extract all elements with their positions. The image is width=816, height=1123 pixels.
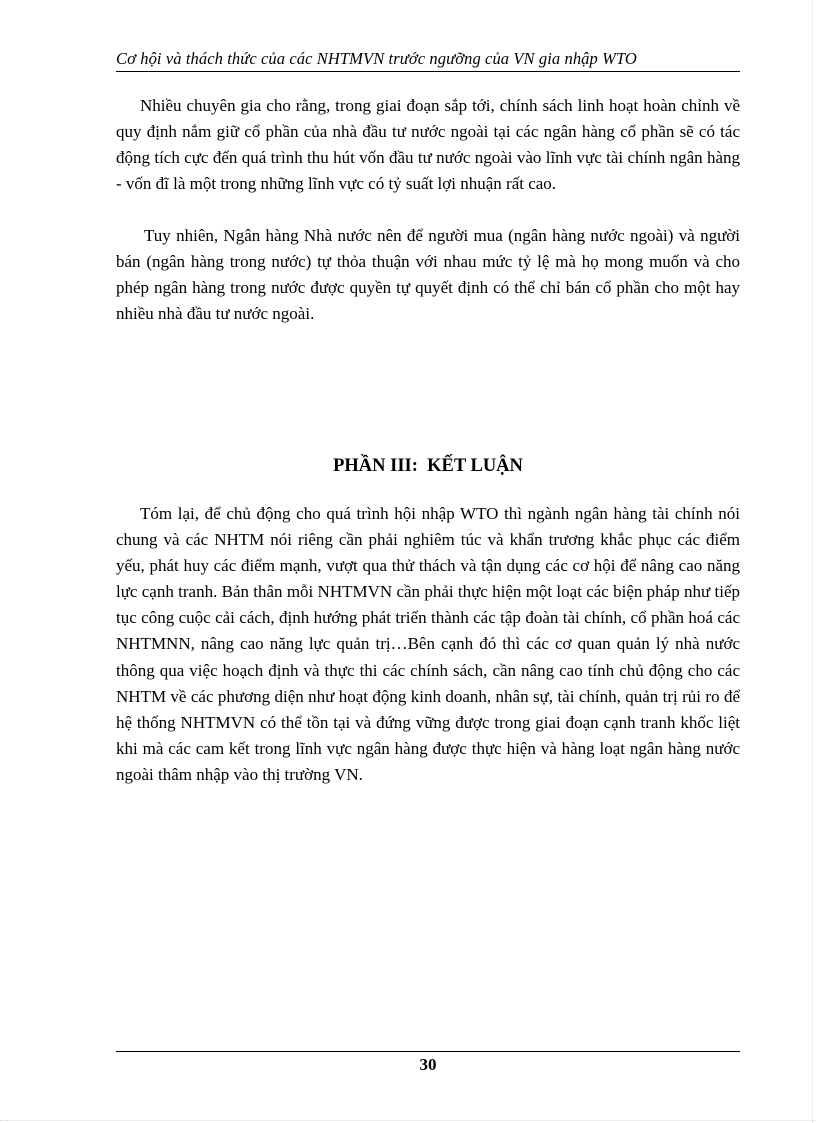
running-header: Cơ hội và thách thức của các NHTMVN trước ngưỡng của VN gia nhập WTO — [116, 47, 740, 72]
footer-divider — [116, 1051, 740, 1052]
conclusion-paragraph: Tóm lại, để chủ động cho quá trình hội nhập WTO thì ngành ngân hàng tài chính nói chung và các NHTM nói riêng cần phải nghiêm túc và khẩn trương khắc phục các điểm yếu, phát huy các điểm mạnh, vượt qua thử thách và tận dụng các cơ hội để nâng cao năng lực cạnh tranh. Bản thân mỗi NHTMVN cần phải thực hiện một loạt các biện pháp như tiếp tục công cuộc cải cách, định hướng phát triển thành các tập đoàn tài chính, cổ phần hoá các NHTMNN, nâng cao năng lực quản trị…Bên cạnh đó thì các cơ quan quản lý nhà nước thông qua việc hoạch định và thực thi các chính sách, cần nâng cao tính chủ động cho các NHTM về các phương diện như hoạt động kinh doanh, nhân sự, tài chính, quản trị rủi ro để hệ thống NHTMVN có thể tồn tại và đứng vững được trong giai đoạn cạnh tranh khốc liệt khi mà các cam kết trong lĩnh vực ngân hàng được thực hiện và hàng loạt ngân hàng nước ngoài thâm nhập vào thị trường VN. — [116, 504, 740, 784]
page-number: 30 — [419, 1055, 437, 1074]
page-right-edge — [812, 0, 813, 1123]
page-bottom-edge — [0, 1120, 816, 1121]
section-title: PHẦN III: KẾT LUẬN — [333, 456, 523, 476]
body-paragraph-2: Tuy nhiên, Ngân hàng Nhà nước nên để người mua (ngân hàng nước ngoài) và người bán (ngân hàng trong nước) tự thỏa thuận với nhau mức tỷ lệ mà họ mong muốn và cho phép ngân hàng trong nước được quyền tự quyết định có thể chỉ bán cổ phần cho một hay nhiều nhà đầu tư nước ngoài. — [116, 226, 740, 324]
body-paragraph-1: Nhiều chuyên gia cho rằng, trong giai đoạn sắp tới, chính sách linh hoạt hoàn chỉnh về quy định nắm giữ cổ phần của nhà đầu tư nước ngoài tại các ngân hàng cổ phần sẽ có tác động tích cực đến quá trình thu hút vốn đầu tư nước ngoài vào lĩnh vực tài chính ngân hàng - vốn đĩ là một trong những lĩnh vực có tỷ suất lợi nhuận rất cao. — [116, 96, 740, 194]
